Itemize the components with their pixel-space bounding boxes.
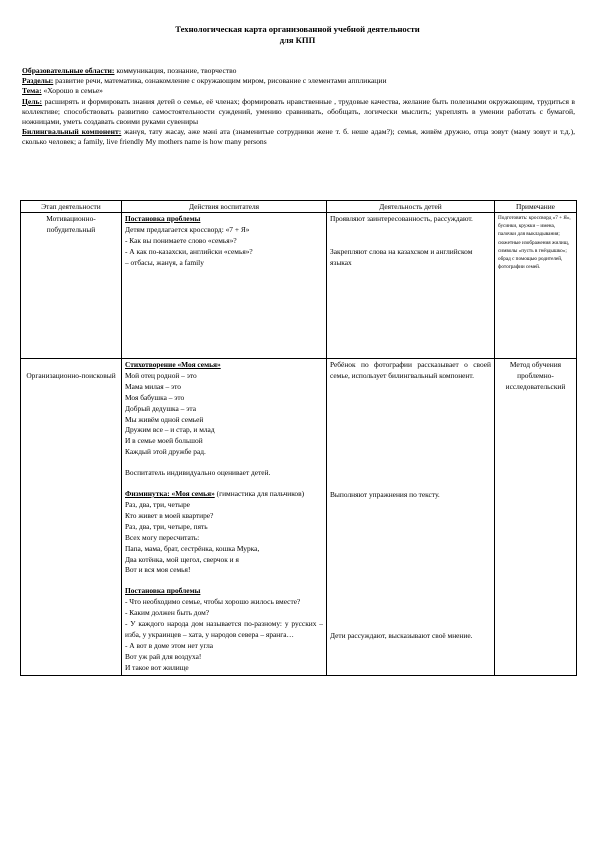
poem-line: Мой отец родной – это [125,370,197,380]
minute-line: Два котёнка, мой щегол, сверчок и я [125,554,239,564]
minute-title [125,489,323,500]
goals-line [22,97,575,128]
header-children: Деятельность детей [327,201,495,213]
minute-line: Вот и вся моя семья! [125,565,191,575]
stage-cell: Мотивационно-побудительный [21,213,122,359]
poem-line: Добрый дедушка – эта [125,403,196,413]
children-text: Закрепляют слова на казахском и английском языках [330,246,473,267]
title-line-1: Технологическая карта организованной учебной деятельности [175,24,420,34]
poem-line: Каждый этой дружбе рад. [125,447,206,457]
note-cell: Подготовить: кроссворд «7 + Я», бусинки, кружки – имена, палочки для выкладывания; сюжетные изображения жилищ, символы «пусть в гнёздышко»; обрад с помощью родителей, фотографии семей. [495,213,577,359]
teacher-cell [122,359,327,676]
problem-line: - Что необходимо семье, чтобы хорошо жилось вместе? [125,597,301,607]
problem-line: - А вот в доме этом нет угла [125,640,214,650]
minute-line: Папа, мама, брат, сестрёнка, кошка Мурка, [125,543,260,553]
stage-cell: Организационно-поисковый [21,359,122,676]
header-stage: Этап деятельности [21,201,122,213]
minute-line: Всех могу пересчитать: [125,532,200,542]
goals-label: Цель: [22,96,43,106]
teacher-line: - А как по-казахски, английски «семья»? [125,246,253,256]
minute-suffix: (гимнастика для пальчиков) [214,489,305,499]
table-header-row [21,201,577,213]
areas-line [22,66,575,76]
bilingual-line [22,127,575,147]
children-text: Дети рассуждают, высказывают своё мнение. [330,630,473,640]
bilingual-value: жанүя, тату жасау, әже мәні ата (знаменитые сотрудники жене т. б. неше адам?); семья, живём дружно, отца зовут (маму зовут и т.д.), сколько человек; a family, live friendly My mothers name is how many persons [22,127,575,147]
minute-line: Раз, два, три, четыре, пять [125,521,208,531]
header-note: Примечание [495,201,577,213]
header-teacher: Действия воспитателя [122,201,327,213]
plan-table [20,200,577,676]
table-row [21,359,577,676]
teacher-line: Детям предлагается кроссворд: «7 + Я» [125,224,250,234]
problem-line: И такое вот жилище [125,662,189,672]
poem-line: И в семье моей большой [125,436,203,446]
poem-line: Мама милая – это [125,381,181,391]
problem-line: Вот уж рай для воздуха! [125,651,202,661]
goals-value: расширять и формировать знания детей о семье, её членах; формировать нравственные , трудовые качества, желание быть полезными окружающим, трудиться в коллективе; способствовать развитию самостоятельности суждений, умению сравнивать, обобщать, логически мыслить; укреплять в умении работать с бумагой, ножницами, уметь создавать своими руками сувениры [22,96,575,127]
problem-line: - Каким должен быть дом? [125,608,210,618]
sections-label: Разделы: [22,76,54,86]
topic-label: Тема: [22,86,42,96]
note-cell: Метод обучения проблемно-исследовательский [495,359,577,676]
assessment-text: Воспитатель индивидуально оценивает детей. [125,468,271,478]
areas-label: Образовательные области: [22,66,115,75]
children-text: Проявляют заинтересованность, рассуждают. [330,214,473,223]
areas-value: коммуникация, познание, творчество [114,66,237,75]
children-cell [327,359,495,676]
minute-line: Раз, два, три, четыре [125,499,190,509]
problem-line: - У каждого народа дом называется по-разному: у русских – изба, у украинцев – хата, у народов севера – яранга… [125,619,323,639]
topic-value: «Хорошо в семье» [41,86,103,96]
teacher-line: - Как вы понимаете слово «семья»? [125,235,237,245]
topic-line [22,86,575,96]
teacher-line: – отбасы, жанүя, a family [125,257,204,267]
problem-heading: Постановка проблемы [125,214,201,223]
minute-heading: Физминутка: «Моя семья» [125,489,215,499]
sections-value: развитие речи, математика, ознакомление с окружающим миром, рисование с элементами аппликации [53,76,387,86]
children-text: Выполняют упражнения по тексту. [330,489,440,499]
poem-line: Дружим все – и стар, и млад [125,425,215,435]
document-title [0,24,595,46]
sections-line [22,76,575,86]
teacher-cell [122,213,327,359]
bilingual-label: Билингвальный компонент: [22,127,122,137]
problem-heading: Постановка проблемы [125,586,201,596]
children-text: Ребёнок по фотографии рассказывает о своей семье, использует билингвальный компонент. [330,360,491,380]
poem-heading: Стихотворение «Моя семья» [125,360,221,369]
table-row [21,213,577,359]
poem-line: Моя бабушка – это [125,392,185,402]
title-line-2: для КПП [279,35,316,45]
poem-line: Мы живём одной семьей [125,414,204,424]
intro-section [22,66,575,148]
minute-line: Кто живет в моей квартире? [125,510,214,520]
children-cell [327,213,495,359]
